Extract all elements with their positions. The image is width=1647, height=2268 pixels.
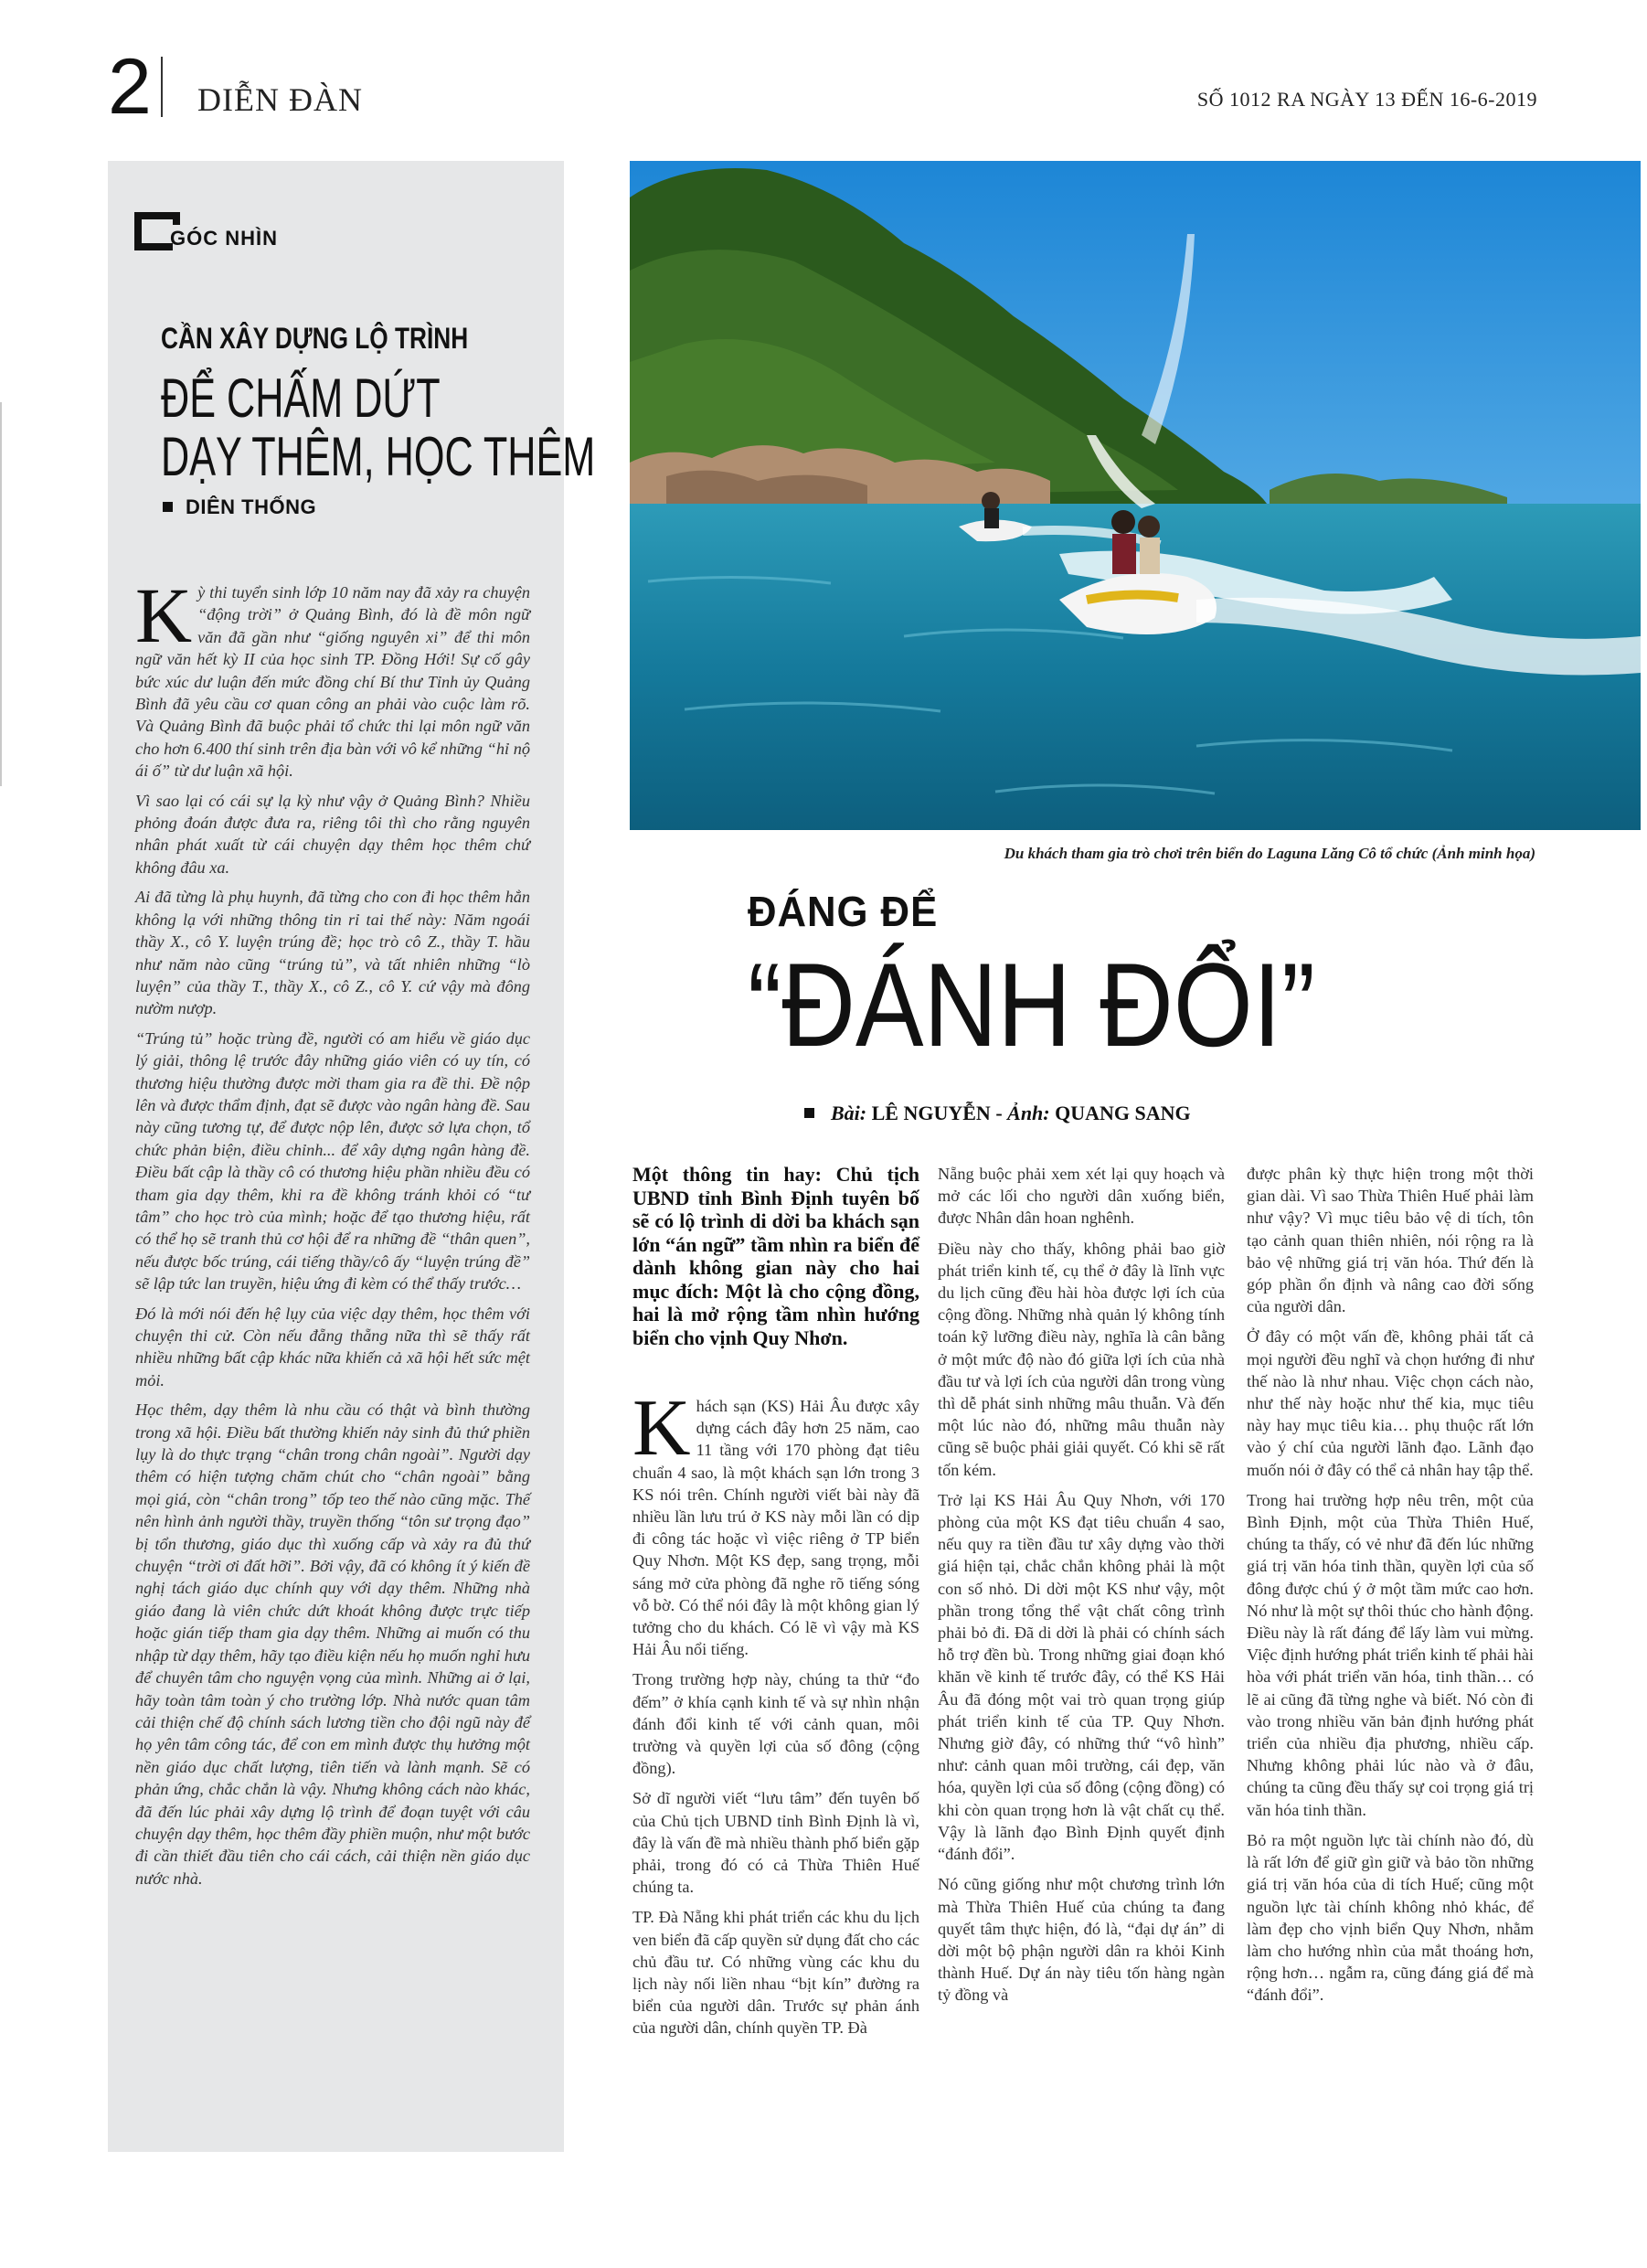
- section-title: DIỄN ĐÀN: [197, 81, 363, 118]
- paragraph: Vì sao lại có cái sự lạ kỳ như vậy ở Quảng Bình? Nhiều phỏng đoán được đưa ra, riêng tôi thì cho rằng nguyên nhân phát xuất từ cái chuyện dạy thêm học thêm chứ không đâu xa.: [135, 791, 530, 877]
- paragraph: Trong hai trường hợp nêu trên, một của Bình Định, một của Thừa Thiên Huế, chúng ta thấy, có vẻ như đã đến lúc những giá trị văn hóa tinh thần, quyền lợi của số đông được chú ý ở một tầm mức cao hơn. Nó như là một sự thôi thúc cho hành động. Điều này là rất đáng để lấy làm vui mừng. Việc định hướng phát triển kinh tế phải hài hòa với phát triển văn hóa, tinh thần… có lẽ ai cũng đã từng nghe và biết. Nó còn đi vào trong nhiều văn bản định hướng phát triển của nhiều địa phương, nhiều cấp. Nhưng không phải lúc nào và ở đâu, chúng ta cũng đều thấy sự coi trọng giá trị văn hóa tinh thần.: [1247, 1490, 1534, 1819]
- sidebar-kicker: CẦN XÂY DỰNG LỘ TRÌNH: [161, 322, 469, 355]
- photo-caption: Du khách tham gia trò chơi trên biển do Laguna Lăng Cô tổ chức (Ảnh minh họa): [1004, 845, 1535, 862]
- paragraph: Nẵng buộc phải xem xét lại quy hoạch và mở các lối cho người dân xuống biển, được Nhân dân hoan nghênh.: [938, 1165, 1225, 1228]
- article-kicker: ĐÁNG ĐỂ: [748, 888, 939, 935]
- paragraph: [135, 571, 530, 783]
- article-byline: [804, 1102, 1191, 1125]
- issue-date: SỐ 1012 RA NGÀY 13 ĐẾN 16-6-2019: [1196, 88, 1537, 111]
- paragraph: Nó cũng giống như một chương trình lớn mà Thừa Thiên Huế của chúng ta đang quyết tâm thực hiện, đó là, “đại dự án” di dời một bộ phận người dân ra khỏi Kinh thành Huế. Dự án này tiêu tốn hàng ngàn tỷ đồng và: [938, 1875, 1225, 2005]
- byline-author: LÊ NGUYỄN: [871, 1102, 991, 1124]
- sidebar-title-line: DẠY THÊM, HỌC THÊM: [161, 426, 596, 487]
- sidebar-author: [163, 495, 316, 519]
- paragraph: [632, 1384, 919, 1660]
- paragraph: Đó là mới nói đến hệ lụy của việc dạy thêm, học thêm với chuyện thi cử. Còn nếu đẵng thẵng nữa thì sẽ thấy rất nhiều những bất cập khác nữa khiến cả xã hội hết sức mệt mỏi.: [135, 1304, 530, 1390]
- bullet-square-icon: [804, 1108, 814, 1118]
- article-column-3: [1247, 1163, 1534, 2015]
- article-column-2: [938, 1163, 1225, 2015]
- sidebar-title-line: ĐỂ CHẤM DỨT: [161, 367, 441, 429]
- paragraph: Trở lại KS Hải Âu Quy Nhơn, với 170 phòng của một KS đạt tiêu chuẩn 4 sao, nếu quy ra tiền đầu tư xây dựng vào thời giá hiện tại, chắc chắn không phải là một con số nhỏ. Di dời một KS như vậy, một phần trong tổng thể vật chất công trình phải bỏ đi. Đã di dời là phải có chính sách hỗ trợ đền bù. Trong những giai đoạn khó khăn về kinh tế trước đây, có thể KS Hải Âu đã đóng một vai trò quan trọng giúp phát triển kinh tế của TP. Quy Nhơn. Nhưng giờ đây, có những thứ “vô hình” như: cảnh quan môi trường, cái đẹp, văn hóa, quyền lợi của số đông (cộng đồng) có khi còn quan trọng hơn là vật chất cụ thể. Vậy là lãnh đạo Bình Định quyết định “đánh đổi”.: [938, 1490, 1225, 1864]
- sidebar-title: [161, 369, 595, 486]
- paragraph: Sở dĩ người viết “lưu tâm” đến tuyên bố của Chủ tịch UBND tỉnh Bình Định là vì, đây là vấn đề mà nhiều thành phố biển gặp phải, trong đó có cả Thừa Thiên Huế chúng ta.: [632, 1789, 919, 1897]
- sidebar-body: [135, 571, 530, 1897]
- article-headline: “ĐÁNH ĐỔI”: [748, 938, 1316, 1071]
- paragraph: Bỏ ra một nguồn lực tài chính nào đó, dù là rất lớn để giữ gìn giữ và bảo tồn những giá trị văn hóa của di tích Huế; cũng một nguồn lực tài chính không nhỏ khác, để làm đẹp cho vịnh biển Quy Nhơn, nhằm làm cho hướng nhìn của mắt thoáng hơn, rộng hơn… ngẫm ra, cũng đáng giá để mà “đánh đổi”.: [1247, 1830, 1534, 2005]
- paragraph: Điều này cho thấy, không phải bao giờ phát triển kinh tế, cụ thể ở đây là lĩnh vực du lịch cũng đều hài hòa được lợi ích của cộng đồng. Những nhà quản lý không tính toán kỹ lưỡng điều này, nghĩa là cân bằng ở một mức độ nào đó giữa lợi ích của nhà đầu tư và lợi ích của người dân trong vùng thì dễ phát sinh những mâu thuẫn. Và đến một lúc nào đó, những mâu thuẫn này cũng sẽ buộc phải giải quyết. Có khi sẽ rất tốn kém.: [938, 1239, 1225, 1479]
- page-number: 2: [108, 43, 152, 131]
- header-divider: [161, 57, 163, 117]
- article-column-1: [632, 1163, 919, 2048]
- paragraph: Ở đây có một vấn đề, không phải tất cả mọi người đều nghĩ và chọn hướng đi như thế nào là như nhau. Việc chọn cách nào, như thế này hoặc như thế kia, mục tiêu này hay mục tiêu kia… phụ thuộc rất lớn vào ý chí của người lãnh đạo. Lãnh đạo muốn nói ở đây có thể cả nhân hay tập thể.: [1247, 1327, 1534, 1479]
- drop-cap: K: [135, 571, 193, 659]
- paragraph: Học thêm, dạy thêm là nhu cầu có thật và bình thường trong xã hội. Điều bất thường khiến nảy sinh đủ thứ phiền lụy là do thực trạng “chân trong chân ngoài”. Người dạy thêm có hiện tượng chăm chút cho “chân ngoài” bằng mọi giá, còn “chân trong” tốp teo thế nào cũng mặc. Thế nên hình ảnh người thầy, truyền thống “tôn sư trọng đạo” bị tổn thương, giáo dục thì xuống cấp và xảy ra đủ thứ chuyện “trời ơi đất hỡi”. Bởi vậy, đã có không ít ý kiến đề nghị tách giáo dục chính quy với dạy thêm. Những nhà giáo đang là viên chức dứt khoát không được trực tiếp hoặc gián tiếp tham gia dạy thêm. Những ai muốn có thu nhập từ dạy thêm, hãy tạo điều kiện nếu họ muốn nghỉ hưu để chuyên tâm cho nguyện vọng của mình. Những ai ở lại, hãy toàn tâm toàn ý cho trường lớp. Nhà nước quan tâm cải thiện chế độ chính sách lương tiền cho đội ngũ này để họ yên tâm công tác, để con em mình được thụ hưởng một nền giáo dục chất lượng, tiên tiến và lành mạnh. Sẽ có phản ứng, chắc chắn là vậy. Nhưng không cách nào khác, đã đến lúc phải xây dựng lộ trình để đoạn tuyệt với câu chuyện dạy thêm, học thêm đầy phiền muộn, như một bước đi cần thiết đầu tiên cho cái cách, cải thiện nền giáo dục nước nhà.: [135, 1400, 530, 1888]
- page-edge-mark: [0, 402, 2, 786]
- paragraph: Trong trường hợp này, chúng ta thử “đo đếm” ở khía cạnh kinh tế và sự nhìn nhận đánh đổi kinh tế với cảnh quan, môi trường và quyền lợi của số đông (cộng đồng).: [632, 1670, 919, 1778]
- byline-separator: -: [990, 1102, 1008, 1124]
- paragraph: được phân kỳ thực hiện trong một thời gian dài. Vì sao Thừa Thiên Huế phải làm như vậy? Vì mục tiêu bảo vệ di tích, tôn tạo cảnh quan thiên nhiên, nói rộng ra là bảo vệ những giá trị văn hóa. Thứ đến là góp phần ổn định và nâng cao đời sống của người dân.: [1247, 1165, 1534, 1316]
- article-photo: [630, 161, 1641, 830]
- bullet-square-icon: [163, 502, 173, 512]
- rubric-label: GÓC NHÌN: [170, 227, 278, 250]
- paragraph: “Trúng tủ” hoặc trùng đề, người có am hiểu về giáo dục lý giải, thông lệ trước đây những giáo viên có uy tín, có thương hiệu thường được mời tham gia ra đề thi. Đề nộp lên và được thẩm định, đạt sẽ được vào ngân hàng đề. Sau này cũng tương tự, để được nộp lên, được sở lựa chọn, tổ chức phản biện, điều chỉnh... để xây dựng ngân hàng đề. Điều bất cập là thầy cô có thương hiệu phần nhiều đều có tham gia dạy thêm, khi ra đề không tránh khỏi có “tư tâm” cho học trò của mình; hoặc để tạo thương hiệu, rất có thể họ sẽ tranh thủ cơ hội để ra những đề “thân quen”, nếu được bốc trúng, cái tiếng thầy/cô ấy “luyện trúng đề” sẽ lập tức lan truyền, hiệu ứng đi kèm có thể thấy trước…: [135, 1028, 530, 1294]
- paragraph: TP. Đà Nẵng khi phát triển các khu du lịch ven biển đã cấp quyền sử dụng đất cho các chủ đầu tư. Có những vùng các khu du lịch này nối liền nhau “bịt kín” đường ra biển của người dân. Trước sự phản ánh của người dân, chính quyền TP. Đà: [632, 1908, 919, 2038]
- article-lede: Một thông tin hay: Chủ tịch UBND tỉnh Bình Định tuyên bố sẽ có lộ trình di dời ba khách sạn lớn “án ngữ” tầm nhìn ra biển để dành không gian này cho hai mục đích: Một là cho cộng đồng, hai là mở rộng tầm nhìn hướng biển cho vịnh Quy Nhơn.: [632, 1163, 919, 1349]
- rubric-bracket-icon: [134, 212, 173, 250]
- paragraph-text: hách sạn (KS) Hải Âu được xây dựng cách đây hơn 25 năm, cao 11 tầng với 170 phòng đạt tiêu chuẩn 4 sao, là một khách sạn lớn trong 3 KS nói trên. Chính người viết bài này đã nhiều lần lưu trú ở KS này mỗi lần có dịp đi công tác hoặc vì việc riêng ở TP biển Quy Nhơn. Một KS đẹp, sang trọng, mỗi sáng mở cửa phòng đã nghe rõ tiếng sóng vỗ bờ. Có thể nói đây là một không gian lý tưởng cho du khách. Có lẽ vì vậy mà KS Hải Âu nổi tiếng.: [632, 1397, 919, 1659]
- paragraph-text: ỳ thi tuyển sinh lớp 10 năm nay đã xảy ra chuyện “động trời” ở Quảng Bình, đó là đề môn ngữ văn đã gần như “giống nguyên xi” để thi môn ngữ văn hết kỳ II của học sinh TP. Đồng Hới! Sự cố gây bức xúc dư luận đến mức đồng chí Bí thư Tỉnh ủy Quảng Bình đã yêu cầu cơ quan công an phải vào cuộc làm rõ. Và Quảng Bình đã buộc phải tổ chức thi lại môn ngữ văn cho hơn 6.400 thí sinh trên địa bàn với vô kể những “hỉ nộ ái ố” từ dư luận xã hội.: [135, 583, 530, 781]
- byline-label: Ảnh:: [1007, 1102, 1050, 1124]
- paragraph: Ai đã từng là phụ huynh, đã từng cho con đi học thêm hẳn không lạ với những thông tin rỉ tai thế này: Năm ngoái thầy X., cô Y. luyện trúng đề; học trò cô Z., thầy T. hầu như năm nào cũng “trúng tủ”, và tất nhiên những “lò luyện” của thầy T., thầy X., cô Z., cô Y. cứ vậy mà đông nườm nượp.: [135, 888, 530, 1018]
- sidebar-author-name: DIÊN THỐNG: [186, 495, 317, 518]
- byline-label: Bài:: [831, 1102, 867, 1124]
- byline-photographer: QUANG SANG: [1055, 1102, 1191, 1124]
- jet-ski-sea-image: [630, 161, 1641, 830]
- drop-cap: K: [632, 1384, 691, 1473]
